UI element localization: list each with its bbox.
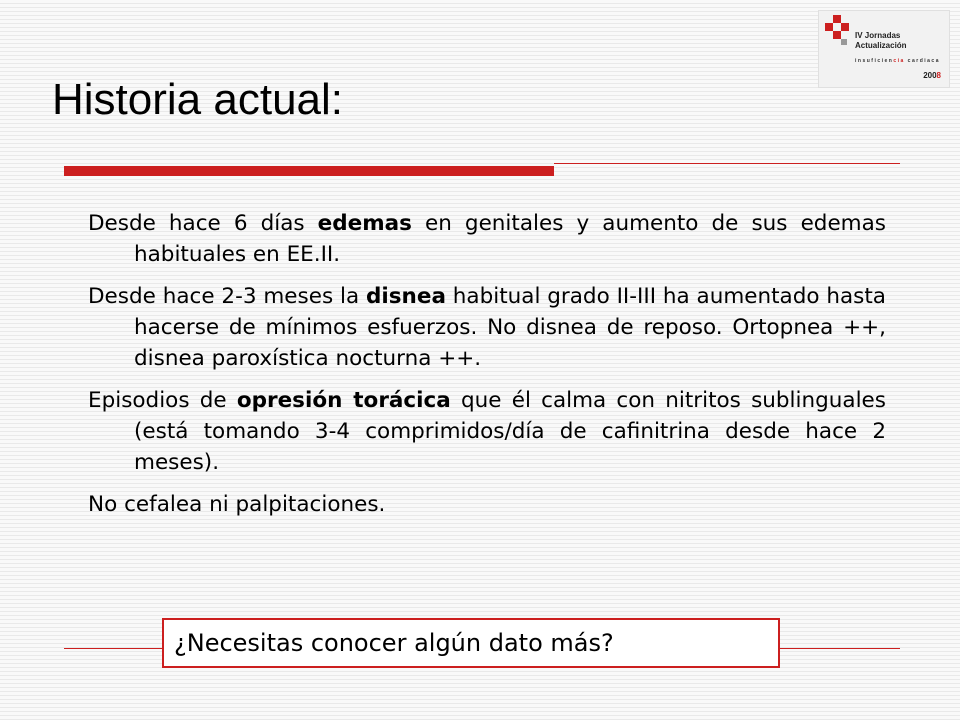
logo-line3: insuficiencia cardiaca — [855, 58, 940, 64]
title-underline-thick — [64, 166, 554, 176]
paragraph-opresion: Episodios de opresión torácica que él calma con nitritos sublinguales (está tomando 3-4 comprimidos/día de cafinitrina desde hace 2 meses). — [88, 388, 886, 475]
slide-content — [88, 208, 886, 531]
slide-title: Historia actual: — [52, 75, 344, 124]
paragraph-edemas: Desde hace 6 días edemas en genitales y aumento de sus edemas habituales en EE.II. — [88, 211, 886, 267]
paragraph-cefalea: No cefalea ni palpitaciones. — [88, 492, 386, 517]
question-button[interactable]: ¿Necesitas conocer algún dato más? — [162, 618, 780, 668]
title-underline-thin — [554, 163, 900, 164]
logo-line1: IV Jornadas — [855, 31, 901, 40]
keyword-disnea: disnea — [366, 284, 446, 309]
paragraph-disnea: Desde hace 2-3 meses la disnea habitual grado II-III ha aumentado hasta hacerse de mínimos esfuerzos. No disnea de reposo. Ortopnea ++, disnea paroxística nocturna ++. — [88, 284, 886, 371]
conference-logo — [818, 10, 950, 88]
keyword-opresion: opresión torácica — [236, 388, 451, 413]
logo-line2: Actualización — [855, 41, 907, 50]
keyword-edemas: edemas — [317, 211, 412, 236]
logo-year: 2008 — [923, 71, 941, 80]
logo-checker-icon — [819, 11, 859, 51]
